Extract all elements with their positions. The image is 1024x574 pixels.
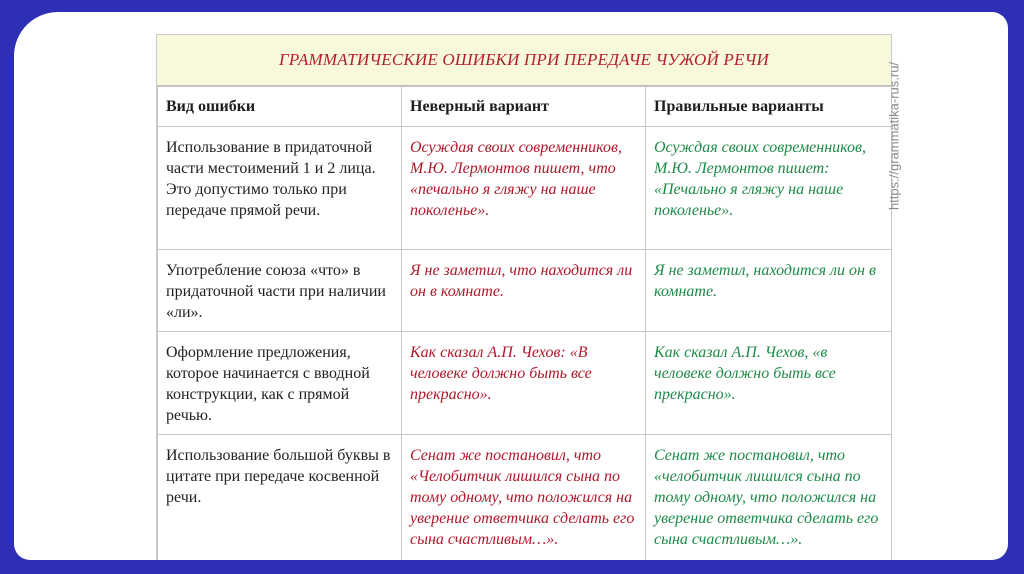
wrong-variant-cell: Осуждая своих современников, М.Ю. Лермонтов пишет, что «печально я гляжу на наше поколенье». — [402, 127, 646, 250]
table-title: ГРАММАТИЧЕСКИЕ ОШИБКИ ПРИ ПЕРЕДАЧЕ ЧУЖОЙ РЕЧИ — [157, 35, 891, 86]
correct-variant-cell: Как сказал А.П. Чехов, «в человеке должно быть все прекрасно». — [646, 332, 892, 435]
table-row — [158, 435, 892, 561]
correct-variant-cell: Осуждая своих современников, М.Ю. Лермонтов пишет: «Печально я гляжу на наше поколенье». — [646, 127, 892, 250]
correct-variant-cell: Я не заметил, находится ли он в комнате. — [646, 250, 892, 332]
table-header-row — [158, 87, 892, 127]
header-wrong-variant: Неверный вариант — [402, 87, 646, 127]
table-row — [158, 250, 892, 332]
table-row — [158, 127, 892, 250]
watermark-text: https://grammatika-rus.ru/ — [886, 61, 902, 211]
slide — [14, 12, 1008, 560]
header-error-type: Вид ошибки — [158, 87, 402, 127]
errors-table — [157, 86, 892, 560]
error-type-cell: Использование большой буквы в цитате при передаче косвенной речи. — [158, 435, 402, 561]
error-type-cell: Оформление предложения, которое начинается с вводной конструкции, как с прямой речью. — [158, 332, 402, 435]
errors-table-container — [156, 34, 892, 560]
wrong-variant-cell: Сенат же постановил, что «Челобитчик лишился сына по тому одному, что положился на уверение ответчика сделать его сына счастливым…». — [402, 435, 646, 561]
error-type-cell: Употребление союза «что» в придаточной части при наличии «ли». — [158, 250, 402, 332]
wrong-variant-cell: Как сказал А.П. Чехов: «В человеке должно быть все прекрасно». — [402, 332, 646, 435]
table-row — [158, 332, 892, 435]
wrong-variant-cell: Я не заметил, что находится ли он в комнате. — [402, 250, 646, 332]
correct-variant-cell: Сенат же постановил, что «челобитчик лишился сына по тому одному, что положился на уверение ответчика сделать его сына счастливым…». — [646, 435, 892, 561]
watermark — [886, 46, 902, 226]
header-correct-variants: Правильные варианты — [646, 87, 892, 127]
error-type-cell: Использование в придаточной части местоимений 1 и 2 лица. Это допустимо только при передаче прямой речи. — [158, 127, 402, 250]
